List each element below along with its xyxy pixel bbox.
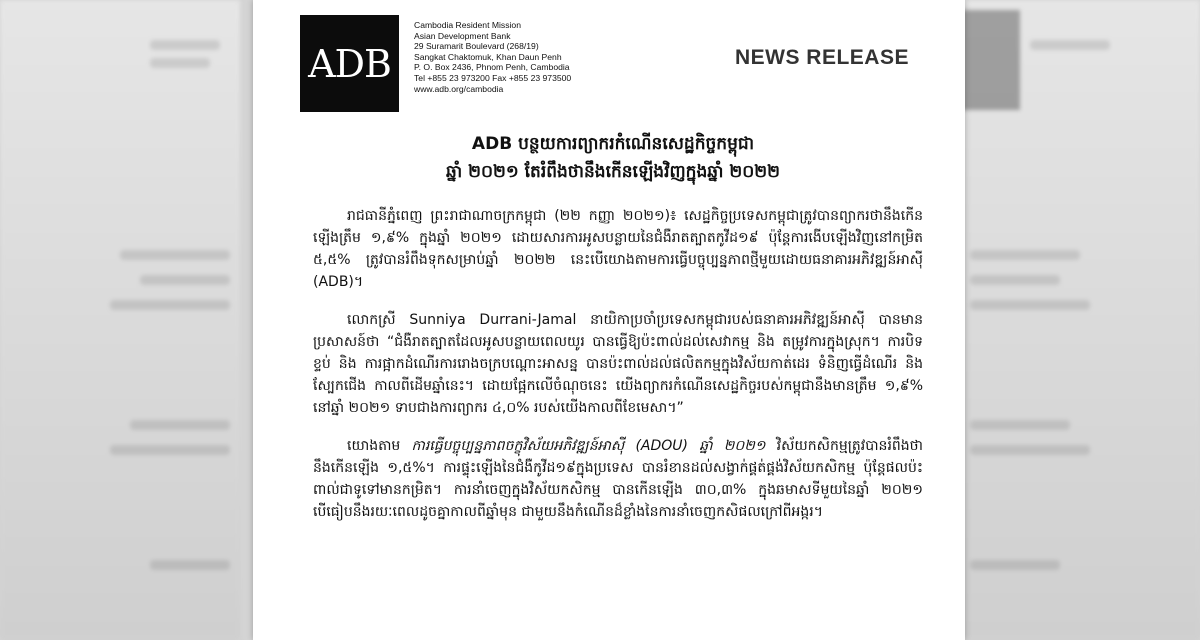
paragraph-3-text: វិស័យកសិកម្មត្រូវបានរំពឹងថានឹងកើនឡើង ១,៥%។ ការផ្ទុះឡើងនៃជំងឺកូវីដ១៩ក្នុងប្រទេស បានរំខានដល់សង្វាក់ផ្គត់ផ្គង់វិស័យកសិកម្ម ប៉ុន្តែផលប៉ះពាល់ជាទូទៅមានកម្រិត។ ការនាំចេញក្នុងវិស័យកសិកម្ម បានកើនឡើង ៣០,៣% ក្នុងឆមាសទីមួយនៃឆ្នាំ ២០២១ បើធៀបនឹងរយៈពេលដូចគ្នាកាលពីឆ្នាំមុន ជាមួយនឹងកំណើនដ៏ខ្លាំងនៃការនាំចេញកសិផលក្រៅពីអង្ករ។ [313, 438, 923, 520]
adou-title: ការធ្វើបច្ចុប្បន្នភាពចក្ខុវិស័យអភិវឌ្ឍន៍អាស៊ី (ADOU) ឆ្នាំ ២០២១ [411, 438, 766, 454]
ghost-text-line [120, 250, 230, 260]
address-line: Asian Development Bank [414, 30, 511, 41]
address-line: Cambodia Resident Mission [414, 20, 521, 30]
ghost-text-line [970, 275, 1060, 285]
ghost-text-line [110, 445, 230, 455]
paragraph-2: លោកស្រី Sunniya Durrani-Jamal នាយិកាប្រចាំប្រទេសកម្ពុជារបស់ធនាគារអភិវឌ្ឍន៍អាស៊ី បានមានប្រសាសន៍ថា “ជំងឺរាតត្បាតដែលអូសបន្លាយពេលយូរ បានធ្វើឱ្យប៉ះពាល់ដល់សេវាកម្ម និង តម្រូវការក្នុងស្រុក។ ការបិទខ្ទប់ និង ការផ្អាកដំណើរការរោងចក្របណ្ដោះអាសន្ន បានប៉ះពាល់ដល់ផលិតកម្មក្នុងវិស័យកាត់ដេរ ទំនិញធ្វើដំណើរ និង ស្បែកជើង កាលពីដើមឆ្នាំនេះ។ ដោយផ្អែកលើចំណុចនេះ យើងព្យាករកំណើនសេដ្ឋកិច្ចរបស់កម្ពុជានឹងមានត្រឹម ១,៩% នៅឆ្នាំ ២០២១ ទាបជាងការព្យាករ ៤,០% របស់យើងកាលពីខែមេសា។” [313, 312, 923, 416]
article-body [313, 205, 923, 539]
headline-line-2: ឆ្នាំ ២០២១ តែរំពឹងថានឹងកើនឡើងវិញក្នុងឆ្នាំ ២០២២ [445, 162, 780, 182]
address-line: www.adb.org/cambodia [414, 83, 504, 94]
ghost-text-line [970, 445, 1090, 455]
logo-text: ADB [308, 41, 391, 86]
news-release-label: NEWS RELEASE [734, 46, 909, 69]
ghost-text-line [970, 420, 1070, 430]
paragraph-3-lead: យោងតាម [347, 438, 401, 454]
ghost-text-line [970, 250, 1080, 260]
address-line: Tel +855 23 973200 Fax +855 23 973500 [414, 72, 572, 83]
ghost-text-line [970, 300, 1090, 310]
address-line: 29 Suramarit Boulevard (268/19) [414, 41, 539, 52]
address-line: P. O. Box 2436, Phnom Penh, Cambodia [414, 62, 570, 73]
ghost-text-line [150, 40, 220, 50]
address-line: Sangkat Chaktomuk, Khan Daun Penh [414, 51, 562, 62]
ghost-text-line [130, 420, 230, 430]
ghost-logo [960, 10, 1020, 110]
document-page [253, 0, 965, 640]
adb-logo [300, 15, 399, 112]
blurred-background-right [960, 0, 1200, 640]
paragraph-1: រាជធានីភ្នំពេញ ព្រះរាជាណាចក្រកម្ពុជា (២២ កញ្ញា ២០២១)៖ សេដ្ឋកិច្ចប្រទេសកម្ពុជាត្រូវបានព្យាករថានឹងកើនឡើងត្រឹម ១,៩% ក្នុងឆ្នាំ ២០២១ ដោយសារការអូសបន្លាយនៃជំងឺរាតត្បាតកូវីដ១៩ ប៉ុន្តែការងើបឡើងវិញនៅកម្រិត ៥,៥% ត្រូវបានរំពឹងទុកសម្រាប់ឆ្នាំ ២០២២ នេះបើយោងតាមការធ្វើបច្ចុប្បន្នភាពថ្មីមួយដោយធនាគារអភិវឌ្ឍន៍អាស៊ី (ADB)។ [313, 208, 923, 290]
ghost-text-line [150, 560, 230, 570]
ghost-text-line [1030, 40, 1110, 50]
ghost-text-line [970, 560, 1060, 570]
ghost-text-line [140, 275, 230, 285]
headline [313, 130, 913, 186]
address-block [414, 20, 654, 94]
headline-line-1: ADB បន្ថយការព្យាករកំណើនសេដ្ឋកិច្ចកម្ពុជា [471, 134, 755, 154]
blurred-background-left [0, 0, 240, 640]
paragraph-3 [313, 435, 923, 523]
ghost-text-line [150, 58, 210, 68]
ghost-text-line [110, 300, 230, 310]
